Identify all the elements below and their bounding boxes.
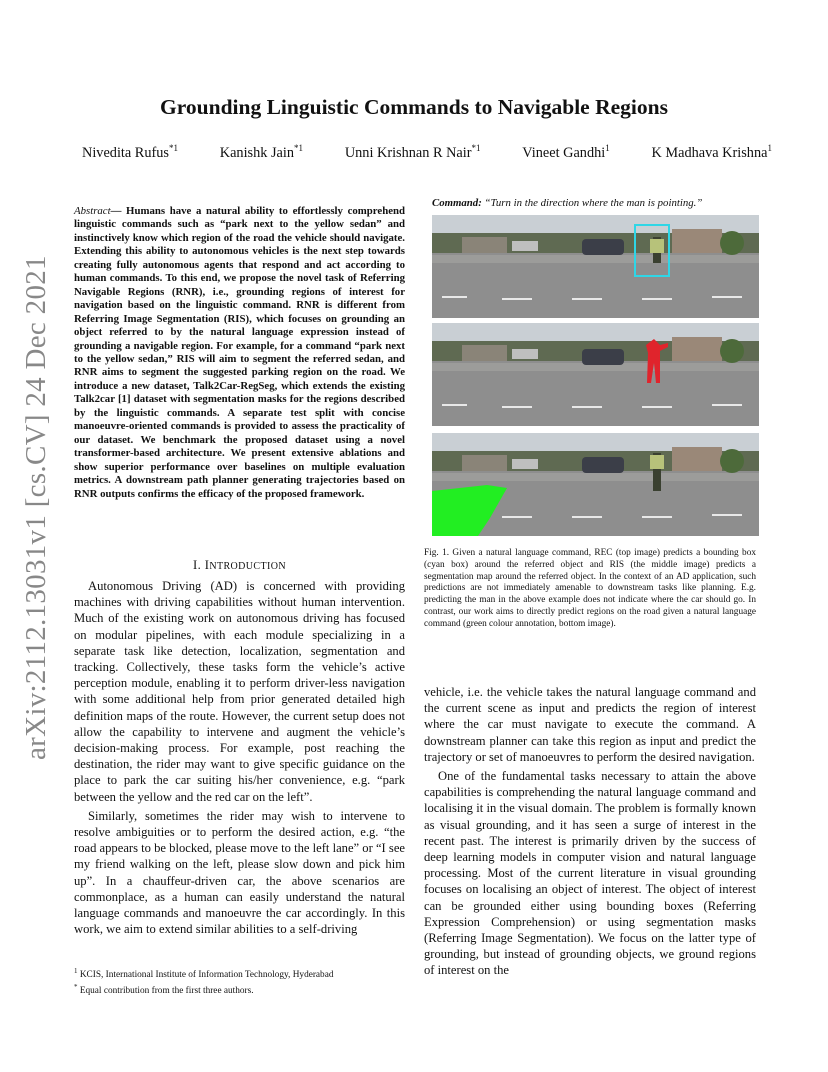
paper-title: Grounding Linguistic Commands to Navigable Regions (160, 95, 668, 119)
scene-image-rec (432, 215, 759, 318)
author: Vineet Gandhi$^1$ (522, 143, 610, 161)
paragraph: Autonomous Driving (AD) is concerned with providing machines with driving capabilities without human intervention. Much of the existing work on autonomous driving has focused on modular pipelines, with each module specializing in a separate task like detection, localization, segmentation and tracking. Collectively, these tasks form the vehicle’s active perception module, enabling it to perform driver-less navigation with some additional help from prior generated detailed high definition maps of the route. However, the current setup does not allow the capability to intervene and augment the vehicle’s decision-making process. For example, post reaching the destination, the rider may want to give specific guidance on the place to park the car suiting his/her convenience, e.g. “park between the yellow and the red car on the left”. (74, 579, 405, 804)
footnote: $^1$ KCIS, International Institute of Information Technology, Hyderabad (74, 967, 334, 981)
abstract (74, 205, 405, 501)
paragraph: One of the fundamental tasks necessary to attain the above capabilities is comprehending the natural language command and localising it in the visual domain. The problem is formally known as visual grounding, and it has seen a surge of interest in the recent past. The interest is primarily driven by the success of deep learning models in computer vision and natural language processing. Most of the current literature in visual grounding focuses on localising an object of interest. The object of interest can be grounded either using bounding boxes (Referring Expression Comprehension) or using segmentation masks (Referring Image Segmentation). We focus on the latter type of grounding, but instead of grounding objects, we ground regions of interest on the (424, 769, 756, 978)
footnote: * Equal contribution from the first three authors. (74, 982, 254, 996)
author: Unni Krishnan R Nair$^{*1}$ (344, 143, 481, 161)
author: Nivedita Rufus$^{*1}$ (82, 143, 178, 161)
author-list (82, 143, 772, 162)
abstract-text: — Humans have a natural ability to effortlessly comprehend linguistic commands such as “park next to the yellow sedan” and instinctively know which region of the road the vehicle should navigate. Extending this ability to autonomous vehicles is the next step towards creating fully autonomous agents that respond and act according to human commands. To this end, we propose the novel task of Referring Navigable Regions (RNR), i.e., grounding regions of interest for navigation based on the linguistic command. RNR is different from Referring Image Segmentation (RIS), which focuses on grounding an object referred to by the natural language expression instead of grounding a navigable region. For example, for a command “park next to the yellow sedan,” RIS will aim to segment the referred sedan, and RNR aims to segment the suggested parking region on the road. We introduce a new dataset, Talk2Car-RegSeg, which extends the existing Talk2car [1] dataset with segmentation masks for the regions described by the linguistic commands. A separate test split with concise manoeuvre-oriented commands is provided to assess the practicality of our dataset. We benchmark the proposed dataset using a novel transformer-based architecture. We present extensive ablations and show superior performance over baselines on multiple evaluation metrics. A downstream path planner generating trajectories based on RNR outputs confirms the efficacy of the proposed framework. (74, 205, 405, 500)
figure-caption: Fig. 1. Given a natural language command, REC (top image) predicts a bounding box (cyan box) around the referred object and RIS (the middle image) predicts a segmentation map around the referred object. In the context of an AD application, such predictions are not immediately amenable to downstream tasks like planning. E.g. predicting the man in the above example does not indicate where the car should go. In contrast, our work aims to directly predict regions on the road given a natural language command (green colour annotation, bottom image). (424, 548, 756, 629)
section-heading: I. INTRODUCTION (193, 558, 286, 572)
left-column-body (74, 578, 405, 940)
paragraph: Similarly, sometimes the rider may wish to intervene to resolve ambiguities or to perform the desired action, e.g. “the road appears to be blocked, please move to the left lane” or “I see my friend walking on the left, please slow down and pick him up”. In a chauffeur-driven car, the above scenarios are commonplace, as a human can easily understand the natural language commands and manoeuvre the car accordingly. In this work, we aim to extend similar abilities to a self-driving (74, 808, 405, 937)
abstract-label: Abstract (74, 205, 111, 217)
scene-image-rnr (432, 433, 759, 536)
right-column-body (424, 684, 756, 982)
author: Kanishk Jain$^{*1}$ (219, 143, 304, 161)
paragraph: vehicle, i.e. the vehicle takes the natural language command and the current scene as input and predicts the region of interest where the car must navigate to execute the command. A downstream planner can take this region as input and predict the trajectory or set of manoeuvres to perform the desired navigation. (424, 685, 756, 764)
arxiv-identifier: arXiv:2112.13031v1 [cs.CV] 24 Dec 2021 (20, 255, 52, 760)
scene-image-ris (432, 323, 759, 426)
footnotes (74, 966, 405, 998)
figure-command: Command: “Turn in the direction where the man is pointing.” (432, 197, 703, 209)
author: K Madhava Krishna$^1$ (651, 143, 772, 161)
